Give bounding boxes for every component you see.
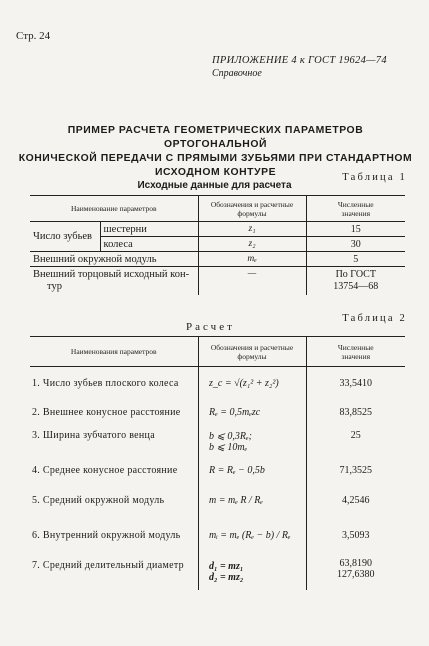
calc-row-1-name: 1. Число зубьев плоского колеса [32,377,179,389]
calc-row-2-formula: Rₑ = 0,5mₑzc [198,400,306,426]
calc-row-7-formula: d₁ = mz₁ d₂ = mz₂ [198,554,306,590]
table1-header-value: Численные значения [306,196,405,222]
calculation-table [30,336,405,590]
input-data-table [30,195,405,295]
calc-row-3-name: 3. Ширина зубчатого венца [32,429,155,441]
page-number: Стр. 24 [16,30,51,42]
table-row [30,554,405,590]
calc-row-5-formula: m = mₑ R / Rₑ [198,484,306,518]
calc-row-2-value: 83,8525 [306,400,405,426]
table-row [30,426,405,458]
table2-header-formula: Обозначения и расчетные формулы [198,337,306,367]
table-row [30,484,405,518]
calc-row-6-formula: mᵢ = mₑ (Rₑ − b) / Rₑ [198,518,306,554]
teeth-gear-label: колеса [100,237,198,252]
calc-row-1-formula: z_c = √(z₁² + z₂²) [198,367,306,400]
table-row [30,400,405,426]
table1-header-name: Наименование параметров [30,196,198,222]
calc-row-4-formula: R = Rₑ − 0,5b [198,458,306,484]
contour-value: По ГОСТ 13754—68 [306,267,405,295]
calc-row-3-value: 25 [306,426,405,458]
calc-row-7-value: 63,8190 127,6380 [306,554,405,590]
calc-row-4-name: 4. Среднее конусное расстояние [32,465,178,476]
teeth-count-label: Число зубьев [30,222,100,252]
teeth-pinion-value: 15 [306,222,405,237]
table2-caption: Расчет [186,321,235,333]
calc-row-4-value: 71,3525 [306,458,405,484]
teeth-gear-value: 30 [306,237,405,252]
appendix-heading: ПРИЛОЖЕНИЕ 4 к ГОСТ 19624—74 [212,55,387,66]
calc-row-3-formula: b ⩽ 0,3Rₑ; b ⩽ 10mₑ [198,426,306,458]
table2-header-name: Наименования параметров [30,337,198,367]
reference-note: Справочное [212,68,262,79]
table-row [30,222,405,237]
teeth-gear-symbol: z₂ [198,237,306,252]
calc-row-5-value: 4,2546 [306,484,405,518]
calc-row-2-name: 2. Внешнее конусное расстояние [32,407,181,418]
module-value: 5 [306,252,405,267]
contour-label: Внешний торцовый исходный кон- тур [33,268,190,292]
contour-symbol: — [198,267,306,295]
calc-row-1-value: 33,5410 [306,367,405,400]
teeth-pinion-symbol: z₁ [198,222,306,237]
table1-caption: Исходные данные для расчета [137,180,292,191]
table-row [30,367,405,400]
table-row [30,518,405,554]
teeth-pinion-label: шестерни [100,222,198,237]
table1-header-formula: Обозначения и расчетные формулы [198,196,306,222]
table-row [30,458,405,484]
table-row [30,252,405,267]
table1-label: Таблица 1 [342,172,407,183]
title-line-2: КОНИЧЕСКОЙ ПЕРЕДАЧИ С ПРЯМЫМИ ЗУБЬЯМИ ПРИ СТАНДАРТНОМ [18,153,413,164]
module-label: Внешний окружной модуль [30,252,198,267]
calc-row-7-name: 7. Средний делительный диаметр [32,559,184,571]
calc-row-6-name: 6. Внутренний окружной модуль [32,530,181,541]
calc-row-5-name: 5. Средний окружной модуль [32,495,165,506]
table2-label: Таблица 2 [342,313,407,324]
table2-header-value: Численные значения [306,337,405,367]
title-line-3: ИСХОДНОМ КОНТУРЕ [154,167,277,178]
module-symbol: mₑ [198,252,306,267]
title-line-1: ПРИМЕР РАСЧЕТА ГЕОМЕТРИЧЕСКИХ ПАРАМЕТРОВ ОРТОГОНАЛЬНОЙ [67,125,364,150]
table-row [30,267,405,295]
calc-row-6-value: 3,5093 [306,518,405,554]
